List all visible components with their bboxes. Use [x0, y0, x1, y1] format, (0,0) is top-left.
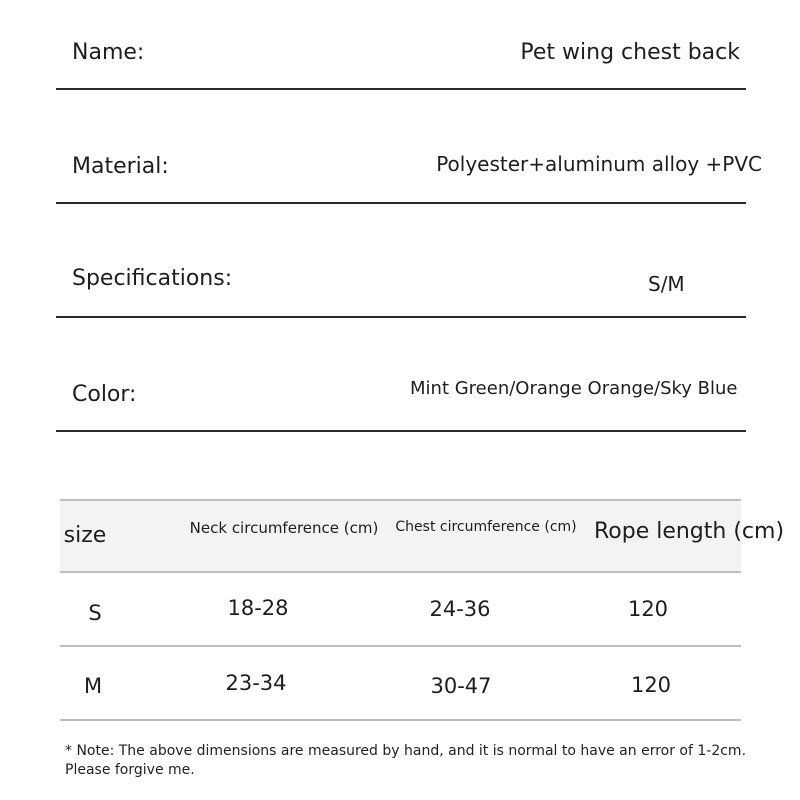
row-s-rope: 120 — [627, 597, 669, 621]
row-s-size: S — [88, 601, 102, 625]
table-top-line — [60, 499, 741, 501]
spec-label-color: Color: — [72, 382, 137, 407]
header-size: size — [63, 523, 107, 548]
row-m-neck: 23-34 — [225, 671, 287, 695]
row-m-size: M — [83, 674, 103, 698]
spec-value-color: Mint Green/Orange Orange/Sky Blue — [410, 378, 738, 399]
spec-value-material: Polyester+aluminum alloy +PVC — [436, 152, 762, 176]
row-s-chest: 24-36 — [429, 597, 491, 621]
note-line-2: Please forgive me. — [65, 762, 195, 778]
spec-label-name: Name: — [72, 40, 145, 65]
row-m-rope: 120 — [630, 673, 672, 697]
spec-label-material: Material: — [72, 154, 169, 179]
spec-value-name: Pet wing chest back — [520, 40, 740, 65]
table-row-line — [60, 645, 741, 647]
header-rope-length: Rope length (cm) — [593, 519, 785, 544]
row-s-neck: 18-28 — [227, 596, 289, 620]
spec-row-color — [56, 316, 746, 432]
spec-row-specifications — [56, 202, 746, 318]
table-header-line — [60, 571, 741, 573]
table-bottom-line — [60, 719, 741, 721]
row-m-chest: 30-47 — [430, 674, 492, 698]
header-chest-circumference: Chest circumference (cm) — [395, 519, 577, 535]
measurement-note — [65, 742, 765, 780]
spec-value-specifications: S/M — [648, 272, 685, 296]
note-line-1: * Note: The above dimensions are measured by hand, and it is normal to have an error of 1-2cm. — [65, 743, 747, 759]
header-neck-circumference: Neck circumference (cm) — [189, 519, 379, 537]
spec-row-material — [56, 88, 762, 204]
spec-row-name — [56, 0, 746, 90]
spec-label-specifications: Specifications: — [72, 266, 233, 291]
